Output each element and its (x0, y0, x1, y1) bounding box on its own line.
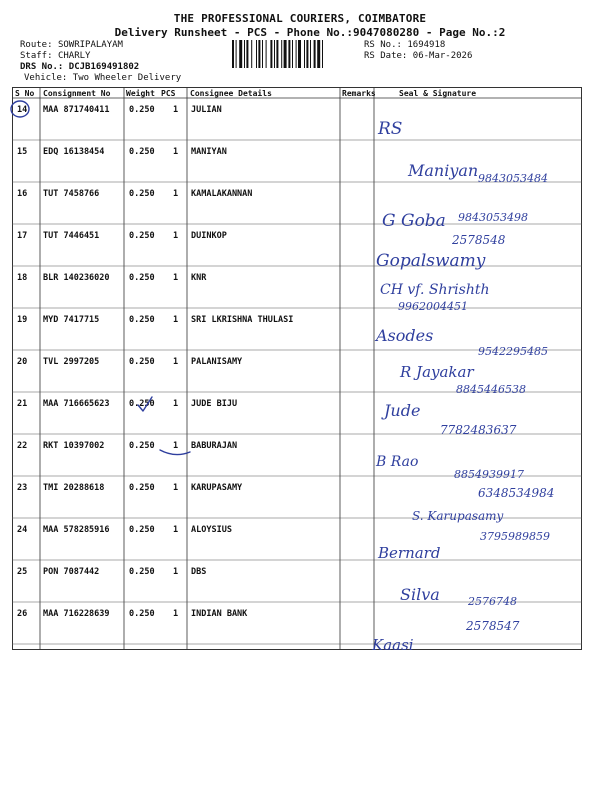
cell-pcs: 1 (173, 105, 179, 115)
cell-consignee: SRI LKRISHNA THULASI (191, 315, 294, 325)
col-header-weight: Weight (126, 89, 155, 98)
col-header-consignment: Consignment No (43, 89, 111, 98)
cell-pcs: 1 (173, 189, 179, 199)
cell-sno: 22 (17, 441, 28, 451)
signature-row-20: R Jayakar (400, 363, 474, 381)
cell-consignment: TUT 7458766 (43, 189, 100, 199)
cell-weight: 0.250 (129, 567, 155, 577)
phone-row-23: 6348534984 (478, 486, 555, 500)
col-header-sno: S No (15, 89, 35, 98)
cell-weight: 0.250 (129, 315, 155, 325)
drs-value: DCJB169491802 (68, 62, 140, 72)
cell-sno: 14 (17, 105, 28, 115)
route-line (20, 40, 123, 50)
cell-consignment: TVL 2997205 (43, 357, 100, 367)
phone-row-18: 9962004451 (398, 300, 468, 313)
rs-date-line (364, 51, 472, 61)
phone-row-16: 9843053498 (458, 211, 528, 224)
cell-sno: 25 (17, 567, 28, 577)
cell-consignment: MYD 7417715 (43, 315, 100, 325)
cell-consignment: MAA 716665623 (43, 399, 110, 409)
phone-row-26: 2578547 (466, 619, 520, 633)
vehicle-line (24, 73, 181, 83)
cell-pcs: 1 (173, 231, 179, 241)
vehicle-label: Vehicle: (24, 73, 68, 83)
cell-consignment: MAA 716228639 (43, 609, 110, 619)
phone-row-19: 9542295485 (478, 345, 548, 358)
cell-weight: 0.250 (129, 357, 155, 367)
cell-consignment: RKT 10397002 (43, 441, 105, 451)
cell-consignee: JUDE BIJU (191, 399, 238, 409)
signature-row-21: Jude (384, 401, 421, 420)
cell-pcs: 1 (173, 273, 179, 283)
cell-weight: 0.250 (129, 273, 155, 283)
drs-label: DRS No.: (20, 62, 64, 72)
rs-date-label: RS Date: (364, 51, 408, 61)
cell-consignment: TUT 7446451 (43, 231, 100, 241)
cell-consignment: MAA 871740411 (43, 105, 110, 115)
cell-sno: 19 (17, 315, 28, 325)
col-header-seal: Seal & Signature (399, 89, 477, 98)
cell-consignee: DBS (191, 567, 207, 577)
signature-row-22: B Rao (376, 454, 419, 470)
cell-consignee: KARUPASAMY (191, 483, 243, 493)
cell-pcs: 1 (173, 441, 179, 451)
cell-consignment: TMI 20288618 (43, 483, 105, 493)
rs-date-value: 06-Mar-2026 (412, 51, 473, 61)
signature-row-15: Maniyan (408, 161, 479, 180)
cell-sno: 17 (17, 231, 28, 241)
cell-consignee: DUINKOP (191, 231, 227, 241)
cell-pcs: 1 (173, 357, 179, 367)
phone-row-24: 3795989859 (480, 530, 550, 543)
cell-consignee: ALOYSIUS (191, 525, 232, 535)
rs-no-line (364, 40, 445, 50)
cell-consignee: INDIAN BANK (191, 609, 248, 619)
cell-pcs: 1 (173, 147, 179, 157)
cell-weight: 0.250 (129, 105, 155, 115)
phone-row-17: 2578548 (452, 233, 506, 247)
drs-line (20, 62, 139, 72)
staff-line (20, 51, 90, 61)
cell-sno: 20 (17, 357, 28, 367)
cell-sno: 18 (17, 273, 28, 283)
route-value: SOWRIPALAYAM (57, 40, 123, 50)
runsheet-title: Delivery Runsheet - PCS - Phone No.:9047080280 - Page No.:2 (114, 26, 506, 39)
signature-row-14: RS (378, 119, 403, 139)
signature-row-16: G Goba (382, 211, 446, 231)
cell-consignee: PALANISAMY (191, 357, 243, 367)
signature-row-26: Kaasi (372, 636, 414, 654)
cell-weight: 0.250 (129, 441, 155, 451)
barcode-image (232, 40, 358, 68)
signature-row-19: Asodes (376, 326, 434, 345)
cell-weight: 0.250 (129, 525, 155, 535)
cell-consignment: EDQ 16138454 (43, 147, 105, 157)
cell-sno: 21 (17, 399, 28, 409)
vehicle-value: Two Wheeler Delivery (72, 73, 182, 83)
cell-consignment: BLR 140236020 (43, 273, 110, 283)
cell-consignment: MAA 578285916 (43, 525, 110, 535)
signature-row-24: Bernard (378, 544, 441, 562)
signature-row-17: Gopalswamy (376, 251, 486, 271)
cell-weight: 0.250 (129, 609, 155, 619)
cell-pcs: 1 (173, 525, 179, 535)
cell-pcs: 1 (173, 609, 179, 619)
cell-weight: 0.250 (129, 147, 155, 157)
cell-weight: 0.250 (129, 399, 155, 409)
cell-weight: 0.250 (129, 483, 155, 493)
phone-row-25: 2576748 (468, 595, 517, 608)
cell-consignment: PON 7087442 (43, 567, 100, 577)
cell-pcs: 1 (173, 483, 179, 493)
signature-row-18: CH vf. Shrishth (380, 282, 490, 298)
cell-pcs: 1 (173, 399, 179, 409)
cell-sno: 16 (17, 189, 28, 199)
cell-pcs: 1 (173, 315, 179, 325)
col-header-consignee: Consignee Details (190, 89, 272, 98)
signature-row-23: S. Karupasamy (412, 509, 504, 523)
cell-consignee: KAMALAKANNAN (191, 189, 253, 199)
phone-row-21: 7782483637 (440, 423, 517, 437)
col-header-pcs: PCS (161, 89, 176, 98)
signature-row-25: Silva (400, 585, 440, 604)
cell-sno: 23 (17, 483, 28, 493)
cell-sno: 26 (17, 609, 28, 619)
route-label: Route: (20, 40, 53, 50)
cell-sno: 24 (17, 525, 28, 535)
col-header-remarks: Remarks (342, 89, 376, 98)
staff-label: Staff: (20, 51, 53, 61)
phone-row-15: 9843053484 (478, 172, 548, 185)
cell-consignee: MANIYAN (191, 147, 227, 157)
cell-sno: 15 (17, 147, 28, 157)
rs-no-value: 1694918 (407, 40, 446, 50)
staff-value: CHARLY (57, 51, 91, 61)
cell-pcs: 1 (173, 567, 179, 577)
cell-weight: 0.250 (129, 189, 155, 199)
phone-row-22: 8854939917 (454, 468, 524, 481)
cell-consignee: BABURAJAN (191, 441, 238, 451)
company-name: THE PROFESSIONAL COURIERS, COIMBATORE (173, 12, 427, 25)
runsheet-table-grid (12, 87, 582, 650)
phone-row-20: 8845446538 (456, 383, 526, 396)
cell-consignee: JULIAN (191, 105, 222, 115)
cell-weight: 0.250 (129, 231, 155, 241)
cell-consignee: KNR (191, 273, 207, 283)
rs-no-label: RS No.: (364, 40, 402, 50)
